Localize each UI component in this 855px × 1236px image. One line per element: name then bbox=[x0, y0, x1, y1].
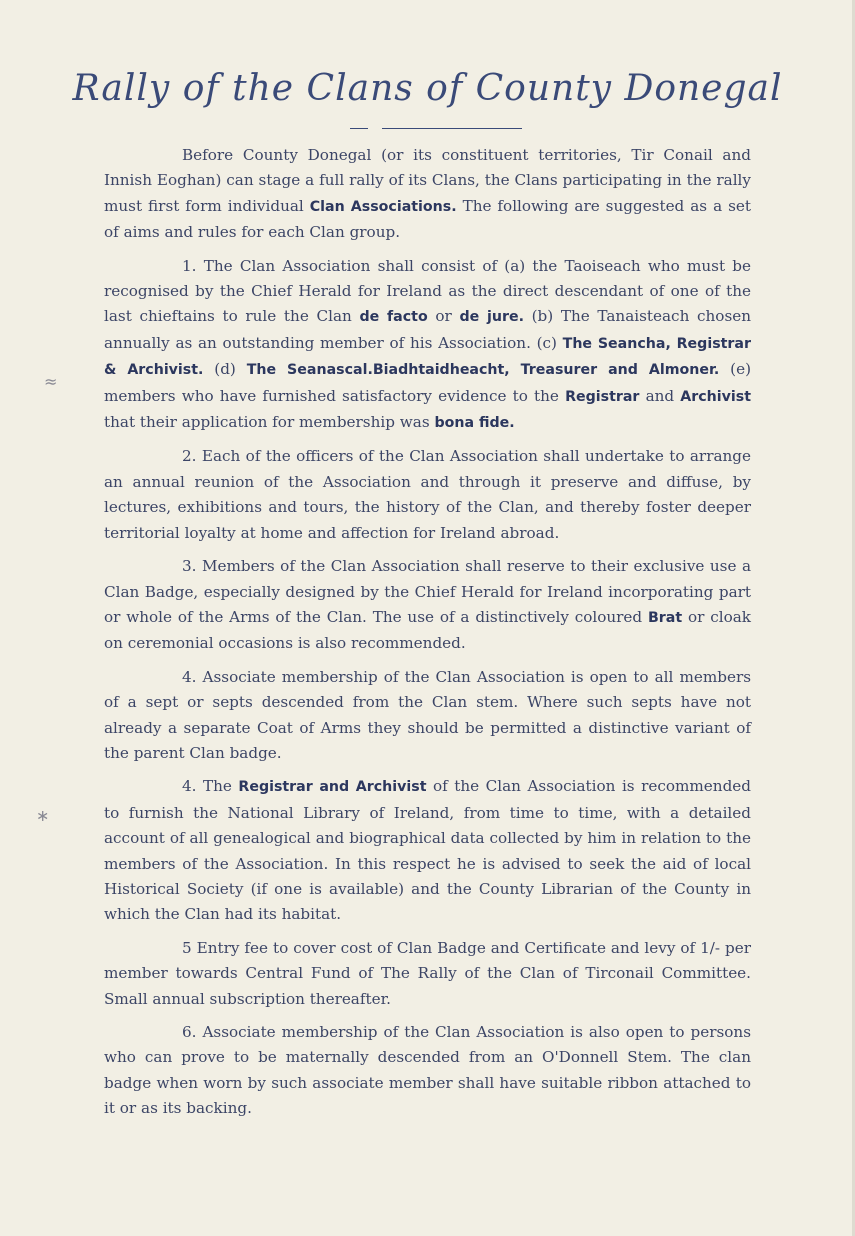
text-run: (b) The Tanaisteach chosen annually as an outstanding member of his Association. (c) bbox=[104, 307, 752, 352]
text-run: 4. Associate membership of the Clan Association is open to all members of a sept or septs descended from the Clan stem. Where such septs have not already a separate Coat of Arms they should be permitted a distinctive variant of the parent Clan badge. bbox=[104, 667, 751, 762]
text-run: and bbox=[639, 386, 681, 405]
bold-term: Brat bbox=[647, 609, 683, 626]
bold-term: Registrar and Archivist bbox=[238, 779, 427, 796]
paragraph-rule-4b bbox=[104, 774, 751, 927]
text-run: 5 Entry fee to cover cost of Clan Badge and Certificate and levy of 1/- per member towards Central Fund of The Rally of the Clan of Tirconail Committee. Small annual subscription thereafter. bbox=[104, 938, 751, 1008]
paragraph-rule-3 bbox=[104, 554, 751, 657]
text-run: The following are suggested as a set of aims and rules for each Clan group. bbox=[104, 196, 751, 242]
text-run: Before County Donegal (or its constituent territories, Tir Conail and Innish Eoghan) can stage a full rally of its Clans, the Clans participating in the rally must first form individual bbox=[104, 146, 751, 215]
staple-hole-icon: ≈ bbox=[44, 372, 58, 391]
bold-term: de facto bbox=[359, 309, 428, 326]
text-run: of the Clan Association is recommended to furnish the National Library of Ireland, from time to time, with a detailed account of all genealogical and biographical data collected by him in relation to the members of the Association. In this respect he is advised to seek the aid of local Historical Society (if one is available) and the County Librarian of the County in which the Clan had its habitat. bbox=[104, 777, 751, 924]
paragraph-rule-5 bbox=[104, 936, 751, 1012]
text-run: 1. The Clan Association shall consist of (a) the Taoiseach who must be recognised by the Chief Herald for Ireland as the direct descendant of one of the last chieftains to rule the Clan bbox=[104, 256, 751, 326]
bold-term: bona fide. bbox=[434, 415, 515, 432]
bold-term: de jure. bbox=[459, 309, 524, 326]
bold-term: The Seanascal.Biadhtaidheacht, Treasurer and Almoner. bbox=[246, 362, 720, 379]
paragraph-rule-4a bbox=[104, 665, 751, 767]
bold-term: Archivist bbox=[680, 388, 751, 405]
page-title: Rally of the Clans of County Donegal bbox=[72, 68, 783, 109]
staple-hole-icon: ∗ bbox=[36, 806, 50, 825]
paragraph-rule-1 bbox=[104, 254, 751, 437]
paragraph-rule-2 bbox=[104, 444, 751, 546]
text-run: 2. Each of the officers of the Clan Association shall undertake to arrange an annual reunion of the Association and through it preserve and diffuse, by lectures, exhibitions and tours, the history of the Clan, and thereby foster deeper territorial loyalty at home and affection for Ireland abroad. bbox=[104, 447, 751, 542]
title-underline-short bbox=[350, 128, 368, 129]
text-run: 6. Associate membership of the Clan Association is also open to persons who can prove to be maternally descended from an O'Donnell Stem. The clan badge when worn by such associate member shall have suitable ribbon attached to it or as its backing. bbox=[104, 1023, 751, 1118]
paragraph-intro bbox=[104, 143, 751, 246]
text-run: 3. Members of the Clan Association shall reserve to their exclusive use a Clan Badge, especially designed by the Chief Herald for Ireland incorporating part or whole of the Arms of the Clan. The use of a distinctively coloured bbox=[104, 557, 751, 626]
title-underline bbox=[382, 128, 522, 129]
document-body bbox=[104, 143, 751, 1130]
bold-term: The Seancha, Registrar & Archivist. bbox=[104, 335, 751, 379]
bold-term: Clan Associations. bbox=[309, 198, 457, 215]
text-run: (d) bbox=[203, 360, 247, 379]
text-run: 4. The bbox=[182, 777, 239, 796]
text-run: or cloak on ceremonial occasions is also recommended. bbox=[104, 607, 751, 653]
bold-term: Registrar bbox=[565, 388, 640, 405]
text-run: (e) members who have furnished satisfactory evidence to the bbox=[104, 360, 752, 405]
paragraph-rule-6 bbox=[104, 1020, 751, 1122]
text-run: that their application for membership was bbox=[104, 413, 435, 432]
text-run: or bbox=[427, 307, 460, 326]
